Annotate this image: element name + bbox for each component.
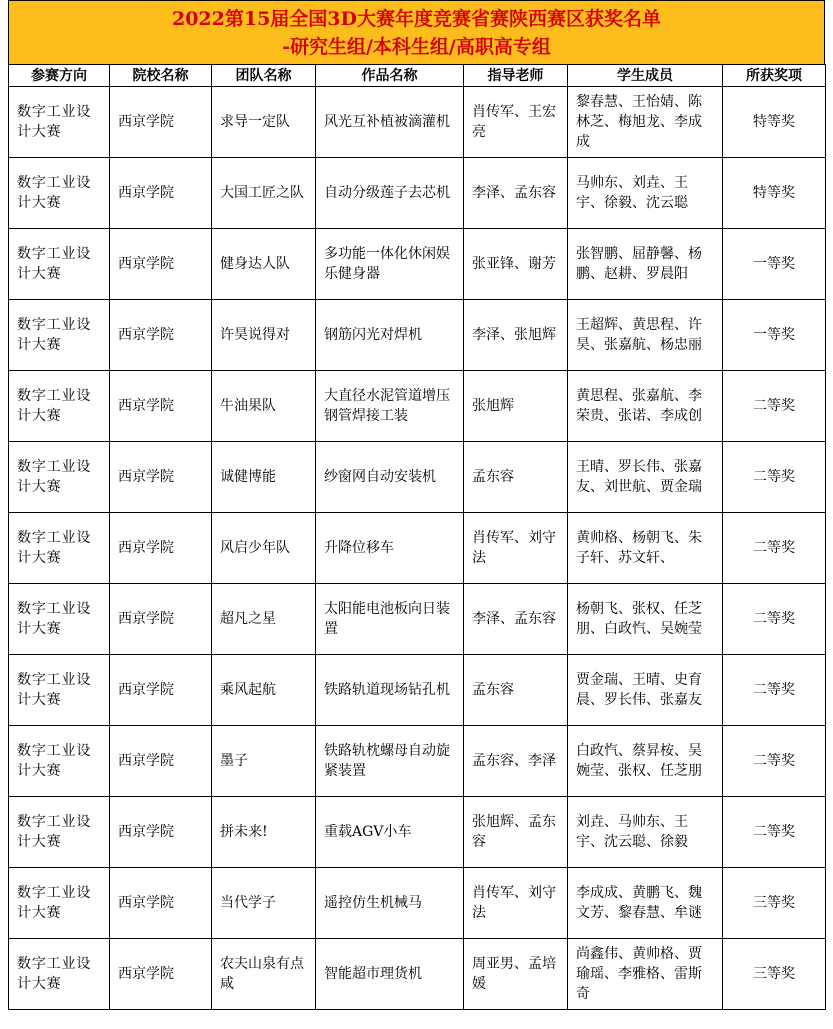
cell-direction: 数字工业设计大赛: [9, 584, 110, 655]
cell-team: 许昊说得对: [212, 300, 316, 371]
cell-students: 杨朝飞、张权、任芝朋、白政忾、吴婉莹: [568, 584, 723, 655]
table-row: [9, 868, 826, 939]
cell-school: 西京学院: [110, 442, 212, 513]
cell-direction: 数字工业设计大赛: [9, 655, 110, 726]
cell-advisor: 张旭辉: [464, 371, 568, 442]
cell-team: 牛油果队: [212, 371, 316, 442]
cell-advisor: 孟东容: [464, 442, 568, 513]
cell-advisor: 孟东容、李泽: [464, 726, 568, 797]
cell-award: 二等奖: [723, 655, 826, 726]
cell-team: 健身达人队: [212, 229, 316, 300]
cell-direction: 数字工业设计大赛: [9, 158, 110, 229]
cell-students: 张智鹏、屈静馨、杨鹏、赵耕、罗晨阳: [568, 229, 723, 300]
cell-direction: 数字工业设计大赛: [9, 371, 110, 442]
cell-team: 求导一定队: [212, 87, 316, 158]
cell-students: 黎春慧、王怡婧、陈林芝、梅旭龙、李成成: [568, 87, 723, 158]
cell-team: 墨子: [212, 726, 316, 797]
table-row: [9, 797, 826, 868]
cell-direction: 数字工业设计大赛: [9, 868, 110, 939]
cell-work: 风光互补植被滴灌机: [316, 87, 464, 158]
cell-award: 二等奖: [723, 797, 826, 868]
title-line-1: 2022第15届全国3D大赛年度竞赛省赛陕西赛区获奖名单: [171, 8, 662, 30]
cell-team: 诚健博能: [212, 442, 316, 513]
title-line-2: -研究生组/本科生组/高职高专组: [282, 36, 551, 58]
cell-work: 纱窗网自动安装机: [316, 442, 464, 513]
cell-school: 西京学院: [110, 229, 212, 300]
cell-award: 一等奖: [723, 229, 826, 300]
cell-advisor: 孟东容: [464, 655, 568, 726]
table-row: [9, 229, 826, 300]
sheet-title: [8, 0, 825, 64]
table-row: [9, 726, 826, 797]
cell-direction: 数字工业设计大赛: [9, 939, 110, 1010]
cell-students: 白政忾、蔡昇桉、吴婉莹、张权、任芝朋: [568, 726, 723, 797]
cell-students: 黄思程、张嘉航、李荣贵、张诺、李成创: [568, 371, 723, 442]
table-body: [9, 87, 826, 1010]
cell-team: 农夫山泉有点咸: [212, 939, 316, 1010]
table-row: [9, 939, 826, 1010]
cell-school: 西京学院: [110, 371, 212, 442]
cell-award: 特等奖: [723, 158, 826, 229]
cell-work: 自动分级莲子去芯机: [316, 158, 464, 229]
cell-direction: 数字工业设计大赛: [9, 442, 110, 513]
cell-award: 三等奖: [723, 939, 826, 1010]
cell-school: 西京学院: [110, 87, 212, 158]
cell-students: 王晴、罗长伟、张嘉友、刘世航、贾金瑞: [568, 442, 723, 513]
cell-advisor: 张亚锋、谢芳: [464, 229, 568, 300]
cell-advisor: 张旭辉、孟东容: [464, 797, 568, 868]
cell-award: 一等奖: [723, 300, 826, 371]
cell-school: 西京学院: [110, 584, 212, 655]
cell-award: 特等奖: [723, 87, 826, 158]
cell-advisor: 肖传军、王宏亮: [464, 87, 568, 158]
cell-direction: 数字工业设计大赛: [9, 726, 110, 797]
cell-work: 铁路轨道现场钻孔机: [316, 655, 464, 726]
cell-school: 西京学院: [110, 513, 212, 584]
cell-advisor: 李泽、孟东容: [464, 584, 568, 655]
cell-direction: 数字工业设计大赛: [9, 229, 110, 300]
header-team: 团队名称: [212, 65, 316, 87]
cell-direction: 数字工业设计大赛: [9, 513, 110, 584]
table-row: [9, 371, 826, 442]
cell-team: 乘风起航: [212, 655, 316, 726]
header-award: 所获奖项: [723, 65, 826, 87]
table-row: [9, 87, 826, 158]
header-direction: 参赛方向: [9, 65, 110, 87]
cell-work: 智能超市理货机: [316, 939, 464, 1010]
header-school: 院校名称: [110, 65, 212, 87]
cell-students: 贾金瑞、王晴、史育晨、罗长伟、张嘉友: [568, 655, 723, 726]
cell-school: 西京学院: [110, 797, 212, 868]
table-row: [9, 442, 826, 513]
cell-work: 遥控仿生机械马: [316, 868, 464, 939]
cell-team: 大国工匠之队: [212, 158, 316, 229]
table-row: [9, 300, 826, 371]
award-table: [8, 64, 826, 1010]
cell-work: 重载AGV小车: [316, 797, 464, 868]
header-work: 作品名称: [316, 65, 464, 87]
cell-students: 尚鑫伟、黄帅格、贾瑜瑶、李雅格、雷斯奇: [568, 939, 723, 1010]
cell-students: 李成成、黄鹏飞、魏文芳、黎春慧、牟谜: [568, 868, 723, 939]
cell-school: 西京学院: [110, 300, 212, 371]
table-row: [9, 584, 826, 655]
cell-students: 王超辉、黄思程、许昊、张嘉航、杨忠丽: [568, 300, 723, 371]
cell-award: 二等奖: [723, 726, 826, 797]
cell-team: 拼未来!: [212, 797, 316, 868]
cell-work: 升降位移车: [316, 513, 464, 584]
cell-advisor: 肖传军、刘守法: [464, 868, 568, 939]
cell-students: 刘垚、马帅东、王宇、沈云聪、徐毅: [568, 797, 723, 868]
cell-direction: 数字工业设计大赛: [9, 300, 110, 371]
cell-work: 铁路轨枕螺母自动旋紧装置: [316, 726, 464, 797]
cell-school: 西京学院: [110, 726, 212, 797]
cell-advisor: 周亚男、孟培媛: [464, 939, 568, 1010]
table-row: [9, 513, 826, 584]
cell-students: 马帅东、刘垚、王宇、徐毅、沈云聪: [568, 158, 723, 229]
award-sheet: [8, 0, 825, 1010]
cell-award: 二等奖: [723, 371, 826, 442]
cell-award: 二等奖: [723, 513, 826, 584]
cell-school: 西京学院: [110, 158, 212, 229]
header-advisor: 指导老师: [464, 65, 568, 87]
cell-award: 二等奖: [723, 442, 826, 513]
cell-direction: 数字工业设计大赛: [9, 87, 110, 158]
cell-team: 超凡之星: [212, 584, 316, 655]
cell-students: 黄帅格、杨朝飞、朱子轩、苏文轩、: [568, 513, 723, 584]
cell-advisor: 李泽、孟东容: [464, 158, 568, 229]
cell-team: 当代学子: [212, 868, 316, 939]
table-row: [9, 158, 826, 229]
cell-school: 西京学院: [110, 939, 212, 1010]
header-row: [9, 65, 826, 87]
cell-school: 西京学院: [110, 655, 212, 726]
cell-award: 三等奖: [723, 868, 826, 939]
cell-work: 钢筋闪光对焊机: [316, 300, 464, 371]
cell-work: 太阳能电池板向日装置: [316, 584, 464, 655]
header-students: 学生成员: [568, 65, 723, 87]
cell-school: 西京学院: [110, 868, 212, 939]
cell-advisor: 肖传军、刘守法: [464, 513, 568, 584]
cell-advisor: 李泽、张旭辉: [464, 300, 568, 371]
cell-work: 大直径水泥管道增压钢管焊接工装: [316, 371, 464, 442]
cell-direction: 数字工业设计大赛: [9, 797, 110, 868]
cell-team: 风启少年队: [212, 513, 316, 584]
cell-work: 多功能一体化休闲娱乐健身器: [316, 229, 464, 300]
table-row: [9, 655, 826, 726]
cell-award: 二等奖: [723, 584, 826, 655]
